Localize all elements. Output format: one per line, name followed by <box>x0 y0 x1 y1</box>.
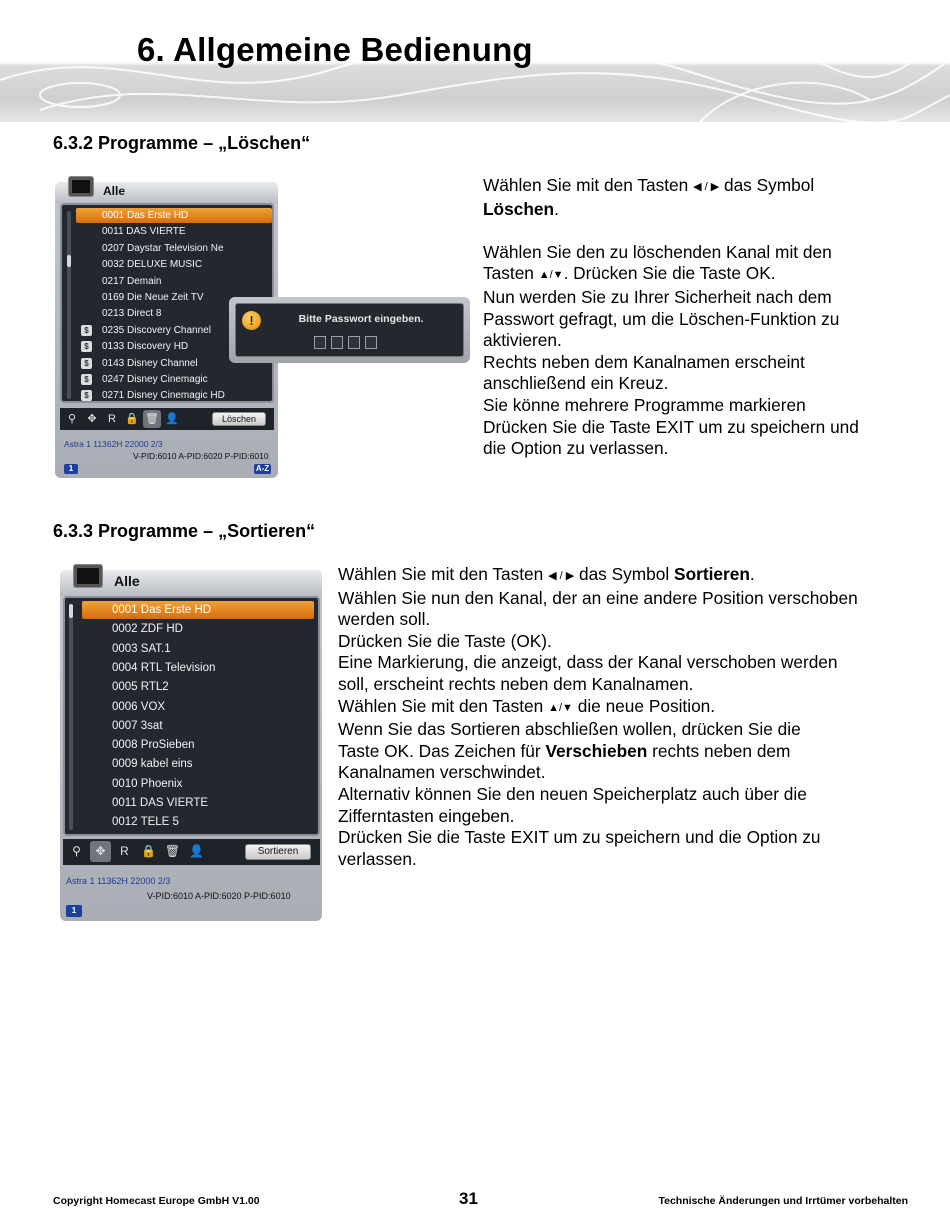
text-line: anschließend ein Kreuz. <box>483 373 669 394</box>
channel-row[interactable] <box>82 640 314 658</box>
text-line: Nun werden Sie zu Ihrer Sicherheit nach dem <box>483 286 832 307</box>
move-symbol-name: Verschieben <box>545 740 648 761</box>
channel-row[interactable] <box>76 241 272 256</box>
scrollbar-track[interactable] <box>67 211 71 399</box>
pin-digit-1[interactable] <box>314 336 326 349</box>
channel-label: 0004 RTL Television <box>112 661 216 674</box>
user-icon[interactable]: 👤 <box>165 413 179 425</box>
channel-row[interactable] <box>82 717 314 735</box>
text-line: Drücken Sie die Taste (OK). <box>338 630 552 651</box>
channel-label: 0009 kabel eins <box>112 758 193 771</box>
text-line: Wählen Sie nun den Kanal, der an eine andere Position verschoben <box>338 587 858 608</box>
text-line: Passwort gefragt, um die Löschen-Funktion zu <box>483 308 840 329</box>
rename-icon[interactable]: R <box>108 413 116 425</box>
tv-mode-badge: 1 <box>66 905 82 917</box>
channel-row[interactable] <box>76 388 272 403</box>
channel-row[interactable] <box>82 775 314 793</box>
channel-row[interactable] <box>76 208 272 223</box>
channel-label: 0011 DAS VIERTE <box>112 797 209 809</box>
sort-action-button[interactable]: Sortieren <box>245 844 311 860</box>
rename-icon[interactable]: R <box>120 844 129 858</box>
channel-row[interactable] <box>82 659 314 677</box>
page-number: 31 <box>459 1189 478 1208</box>
search-icon[interactable]: ⚲ <box>72 844 81 858</box>
channel-label: 0235 Discovery Channel <box>102 324 211 336</box>
channel-row[interactable] <box>76 257 272 272</box>
user-icon[interactable]: 👤 <box>189 844 204 858</box>
channel-label: 0133 Discovery HD <box>102 341 189 353</box>
left-right-keys-icon: ◀ / ▶ <box>693 181 720 193</box>
channel-label: 0010 Phoenix <box>112 777 183 790</box>
scrollbar-thumb[interactable] <box>67 255 71 267</box>
text-line: aktivieren. <box>483 330 562 351</box>
channel-label: 0169 Die Neue Zeit TV <box>102 292 204 303</box>
text-fragment: . <box>749 564 755 584</box>
scrollbar-thumb[interactable] <box>69 604 73 618</box>
tv-icon <box>69 177 93 196</box>
text-line: die Option zu verlassen. <box>483 438 669 459</box>
transponder-info: Astra 1 11362H 22000 2/3 <box>64 439 163 449</box>
channel-row[interactable] <box>76 372 272 387</box>
text-line: Wählen Sie den zu löschenden Kanal mit den <box>483 241 832 262</box>
function-toolbar <box>60 408 274 430</box>
pay-tv-icon: $ <box>81 341 92 352</box>
transponder-info: Astra 1 11362H 22000 2/3 <box>66 876 171 886</box>
channel-label: 0247 Disney Cinemagic <box>102 374 208 385</box>
pin-digit-2[interactable] <box>331 336 343 349</box>
text-line: Drücken Sie die Taste EXIT um zu speichern und <box>483 416 859 437</box>
chapter-title: 6. Allgemeine Bedienung <box>137 31 533 68</box>
delete-instructions <box>483 175 913 460</box>
move-icon[interactable]: ✥ <box>87 413 97 425</box>
pay-tv-icon: $ <box>81 374 92 385</box>
scrollbar-track[interactable] <box>69 604 73 830</box>
warning-icon: ! <box>242 311 261 330</box>
text-line: Wenn Sie das Sortieren abschließen wollen, drücken Sie die <box>338 719 801 740</box>
channel-label: 0003 SAT.1 <box>112 642 171 655</box>
password-dialog-body <box>235 303 464 357</box>
channel-label: 0207 Daystar Television Ne <box>102 242 224 254</box>
channel-row[interactable] <box>82 755 314 773</box>
move-icon[interactable]: ✥ <box>90 841 111 862</box>
section-heading-delete: 6.3.2 Programme – „Löschen“ <box>53 133 311 153</box>
up-down-keys-icon: ▲/▼ <box>538 269 564 282</box>
channel-row[interactable] <box>82 678 314 696</box>
text-line: Drücken Sie die Taste EXIT um zu speichern und die Option zu <box>338 827 821 848</box>
channel-label: 0012 TELE 5 <box>112 816 179 829</box>
list-title: Alle <box>103 184 126 198</box>
function-toolbar <box>63 839 320 865</box>
pid-info: V-PID:6010 A-PID:6020 P-PID:6010 <box>147 891 291 901</box>
search-icon[interactable]: ⚲ <box>67 413 77 425</box>
channel-list <box>63 596 320 836</box>
channel-row[interactable] <box>82 601 314 619</box>
text-fragment: Wählen Sie mit den Tasten <box>483 175 694 195</box>
text-fragment: die neue Position. <box>572 695 716 716</box>
channel-row[interactable] <box>82 620 314 638</box>
sort-symbol-name: Sortieren <box>674 564 750 584</box>
channel-label: 0217 Demain <box>102 275 162 287</box>
text-line: Kanalnamen verschwindet. <box>338 762 546 783</box>
channel-row[interactable] <box>82 813 314 831</box>
password-dialog <box>229 297 470 363</box>
channel-label: 0001 Das Erste HD <box>112 604 212 616</box>
tv-mode-badge: 1 <box>64 464 78 474</box>
text-fragment: das Symbol <box>574 564 675 584</box>
text-line: soll, erscheint rechts neben dem Kanalnamen. <box>338 673 694 694</box>
lock-icon[interactable]: 🔒 <box>125 413 139 425</box>
text-line: Zifferntasten eingeben. <box>338 805 515 826</box>
channel-label: 0143 Disney Channel <box>102 357 198 369</box>
pay-tv-icon: $ <box>81 390 92 401</box>
channel-row[interactable] <box>76 274 272 289</box>
channel-label: 0011 DAS VIERTE <box>102 226 186 238</box>
channel-label: 0002 ZDF HD <box>112 623 183 636</box>
channel-label: 0001 Das Erste HD <box>102 210 189 221</box>
text-line: Eine Markierung, die anzeigt, dass der Kanal verschoben werden <box>338 652 838 673</box>
text-line: Rechts neben dem Kanalnamen erscheint <box>483 351 805 372</box>
channel-label: 0007 3sat <box>112 719 163 732</box>
left-right-keys-icon: ◀ / ▶ <box>548 570 575 582</box>
channel-row[interactable] <box>82 736 314 754</box>
channel-label: 0006 VOX <box>112 700 166 713</box>
password-prompt: Bitte Passwort eingeben. <box>298 313 424 325</box>
channel-label: 0213 Direct 8 <box>102 308 162 320</box>
list-title: Alle <box>114 573 140 589</box>
sort-instructions <box>338 564 918 870</box>
up-down-keys-icon: ▲/▼ <box>548 701 573 714</box>
text-fragment: Wählen Sie mit den Tasten <box>338 695 549 716</box>
delete-action-button[interactable]: Löschen <box>212 412 266 426</box>
text-fragment: Wählen Sie mit den Tasten <box>338 564 549 584</box>
channel-label: 0032 DELUXE MUSIC <box>102 259 203 271</box>
pay-tv-icon: $ <box>81 325 92 336</box>
lock-icon[interactable]: 🔒 <box>141 844 156 858</box>
section-heading-sort: 6.3.3 Programme – „Sortieren“ <box>53 521 316 541</box>
footer-disclaimer: Technische Änderungen und Irrtümer vorbehalten <box>658 1195 908 1207</box>
text-fragment: . <box>554 198 559 219</box>
channel-label: 0005 RTL2 <box>112 681 169 694</box>
text-line: Sie könne mehrere Programme markieren <box>483 394 806 415</box>
channel-label: 0271 Disney Cinemagic HD <box>102 390 225 402</box>
text-line: Alternativ können Sie den neuen Speicherplatz auch über die <box>338 783 807 804</box>
pin-digit-4[interactable] <box>365 336 377 349</box>
text-line: werden soll. <box>338 609 431 630</box>
pid-info: V-PID:6010 A-PID:6020 P-PID:6010 <box>133 451 269 461</box>
pin-digit-3[interactable] <box>348 336 360 349</box>
channel-row[interactable] <box>82 794 314 812</box>
delete-icon[interactable]: 🗑 <box>143 410 161 428</box>
pay-tv-icon: $ <box>81 358 92 369</box>
text-fragment: . Drücken Sie die Taste OK. <box>563 263 776 284</box>
text-fragment: rechts neben dem <box>647 740 791 761</box>
text-line: verlassen. <box>338 848 417 869</box>
channel-row[interactable] <box>82 698 314 716</box>
text-fragment: Taste OK. Das Zeichen für <box>338 740 546 761</box>
text-fragment: Tasten <box>483 263 539 284</box>
stb-screen-sort <box>60 570 322 921</box>
text-fragment: das Symbol <box>719 175 815 195</box>
delete-icon[interactable]: 🗑 <box>164 844 181 858</box>
footer-copyright: Copyright Homecast Europe GmbH V1.00 <box>53 1195 260 1207</box>
tv-icon <box>74 565 102 587</box>
channel-label: 0008 ProSieben <box>112 739 195 752</box>
delete-symbol-name: Löschen <box>483 198 555 219</box>
sort-az-badge: A-Z <box>255 464 270 473</box>
channel-row[interactable] <box>76 224 272 239</box>
